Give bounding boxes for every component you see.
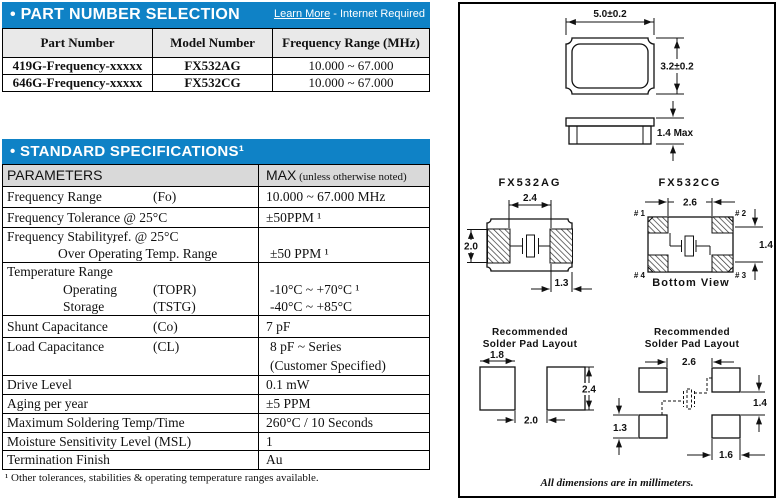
dim-2-4-pad: 2.4 — [582, 384, 596, 396]
dim-width: 5.0±0.2 — [593, 9, 627, 20]
cell-model-number: FX532AG — [153, 58, 273, 74]
specifications-table — [2, 164, 430, 470]
parameters-header: PARAMETERS — [3, 165, 259, 186]
dim-1-3: 1.3 — [554, 278, 569, 289]
part-number-selection-header — [2, 2, 430, 28]
dimensions-note: All dimensions are in millimeters. — [540, 477, 694, 489]
spec-row-temperature-range — [3, 263, 429, 316]
spec-row-shunt-capacitance — [3, 316, 429, 338]
param-symbol: (TSTG) — [153, 299, 196, 314]
param-name: Aging per year — [3, 395, 259, 413]
param-subname: Storage — [63, 299, 105, 314]
param-symbol: (Fo) — [153, 189, 177, 204]
dim-1-3-pad: 1.3 — [613, 423, 627, 434]
dim-1-6-pad: 1.6 — [719, 450, 733, 461]
param-value: 1 — [266, 434, 273, 449]
param-subline: Over Operating Temp. Range — [58, 246, 218, 261]
solder-pad-layout-cg — [613, 327, 767, 461]
param-name: Frequency Tolerance @ 25°C — [3, 208, 259, 227]
param-value: ±5 PPM — [266, 396, 311, 411]
dim-2-0: 2.0 — [464, 241, 478, 253]
pad-layout-title: Recommended — [653, 327, 731, 338]
max-note: (unless otherwise noted) — [296, 171, 407, 183]
pin-4-label: # 4 — [633, 271, 645, 280]
spec-row-frequency-stability — [3, 228, 429, 263]
section-title-part-number: • PART NUMBER SELECTION — [10, 6, 240, 23]
dim-2-6: 2.6 — [683, 197, 697, 209]
pin-2-label: # 2 — [735, 209, 747, 218]
table-header-row — [3, 29, 429, 58]
param-subname: Operating — [63, 281, 117, 297]
package-top-view — [566, 9, 697, 94]
spec-header-row — [3, 165, 429, 187]
spec-row-load-capacitance — [3, 338, 429, 376]
param-symbol: (Co) — [153, 319, 178, 334]
param-name: Maximum Soldering Temp/Time — [3, 414, 259, 432]
pin-1-label: # 1 — [633, 209, 645, 218]
mechanical-drawing-panel — [458, 2, 776, 498]
pad-layout-title: Recommended — [491, 327, 569, 338]
cell-frequency-range: 10.000 ~ 67.000 — [308, 75, 394, 90]
param-ref: ref. @ 25°C — [113, 229, 179, 244]
fx532cg-drawing — [634, 177, 773, 289]
col-header-frequency-range: Frequency Range (MHz) — [282, 35, 420, 50]
max-label: MAX — [266, 167, 297, 183]
cell-frequency-range: 10.000 ~ 67.000 — [308, 58, 394, 73]
learn-more-note — [274, 8, 425, 20]
spec-row-soldering — [3, 414, 429, 433]
bottom-view-caption: Bottom View — [652, 277, 730, 289]
param-name: Load Capacitance — [7, 339, 105, 354]
standard-specifications-header — [2, 139, 430, 164]
param-name: Termination Finish — [3, 451, 259, 469]
spec-row-frequency-range — [3, 187, 429, 208]
cell-model-number: FX532CG — [153, 75, 273, 91]
dim-1-4: 1.4 — [759, 240, 773, 251]
param-name: Temperature Range — [7, 264, 113, 279]
fx532cg-label: FX532CG — [658, 177, 722, 189]
table-row — [3, 75, 429, 91]
dim-2-6-pad: 2.6 — [682, 357, 696, 368]
dim-thickness: 1.4 Max — [656, 128, 694, 139]
fx532ag-drawing — [461, 177, 592, 292]
spec-row-aging — [3, 395, 429, 414]
fx532ag-label: FX532AG — [498, 177, 562, 189]
spec-row-frequency-tolerance — [3, 208, 429, 228]
param-value: 0.1 mW — [266, 377, 310, 392]
param-value: 7 pF — [266, 319, 291, 334]
param-value: 10.000 ~ 67.000 MHz — [266, 189, 386, 204]
cell-part-number: 419G-Frequency-xxxxx — [3, 58, 153, 74]
learn-more-link[interactable]: Learn More — [273, 8, 331, 20]
spec-row-termination — [3, 451, 429, 469]
param-value: Au — [266, 452, 283, 467]
spec-row-drive-level — [3, 376, 429, 395]
param-name: Frequency Stability, — [7, 229, 116, 244]
col-header-part-number: Part Number — [3, 29, 153, 57]
param-name: Drive Level — [3, 376, 259, 394]
param-value: ±50PPM ¹ — [266, 210, 322, 225]
pin-3-label: # 3 — [735, 271, 747, 280]
param-value: -10°C ~ +70°C ¹ — [270, 281, 360, 297]
dim-2-4: 2.4 — [523, 193, 537, 204]
dim-height: 3.2±0.2 — [660, 61, 694, 73]
param-value: (Customer Specified) — [270, 357, 386, 373]
package-side-view — [566, 101, 694, 161]
pad-layout-title: Solder Pad Layout — [644, 339, 740, 350]
dim-1-8: 1.8 — [490, 350, 504, 361]
table-row — [3, 58, 429, 75]
param-value: ±50 PPM ¹ — [270, 246, 329, 261]
param-symbol: (CL) — [153, 339, 180, 354]
part-number-table — [2, 28, 430, 92]
spec-row-msl — [3, 433, 429, 451]
pad-layout-title: Solder Pad Layout — [482, 339, 578, 350]
param-name: Frequency Range — [7, 189, 102, 204]
param-value: -40°C ~ +85°C — [270, 299, 352, 314]
param-name: Shunt Capacitance — [7, 319, 108, 334]
cell-part-number: 646G-Frequency-xxxxx — [3, 75, 153, 91]
param-name: Moisture Sensitivity Level (MSL) — [3, 433, 259, 450]
max-header — [259, 165, 429, 186]
section-title-standard-specifications: • STANDARD SPECIFICATIONS¹ — [10, 143, 245, 160]
param-symbol: (TOPR) — [153, 281, 197, 297]
col-header-model-number: Model Number — [153, 29, 273, 57]
internet-required-text: - Internet Required — [330, 8, 425, 20]
footnote: ¹ Other tolerances, stabilities & operating temperature ranges available. — [5, 472, 319, 484]
solder-pad-layout-ag — [480, 327, 599, 427]
param-value: 8 pF ~ Series — [270, 339, 342, 354]
dim-1-4-pad: 1.4 — [753, 398, 767, 409]
param-value: 260°C / 10 Seconds — [266, 415, 374, 430]
dim-2-0-pad: 2.0 — [524, 415, 538, 427]
